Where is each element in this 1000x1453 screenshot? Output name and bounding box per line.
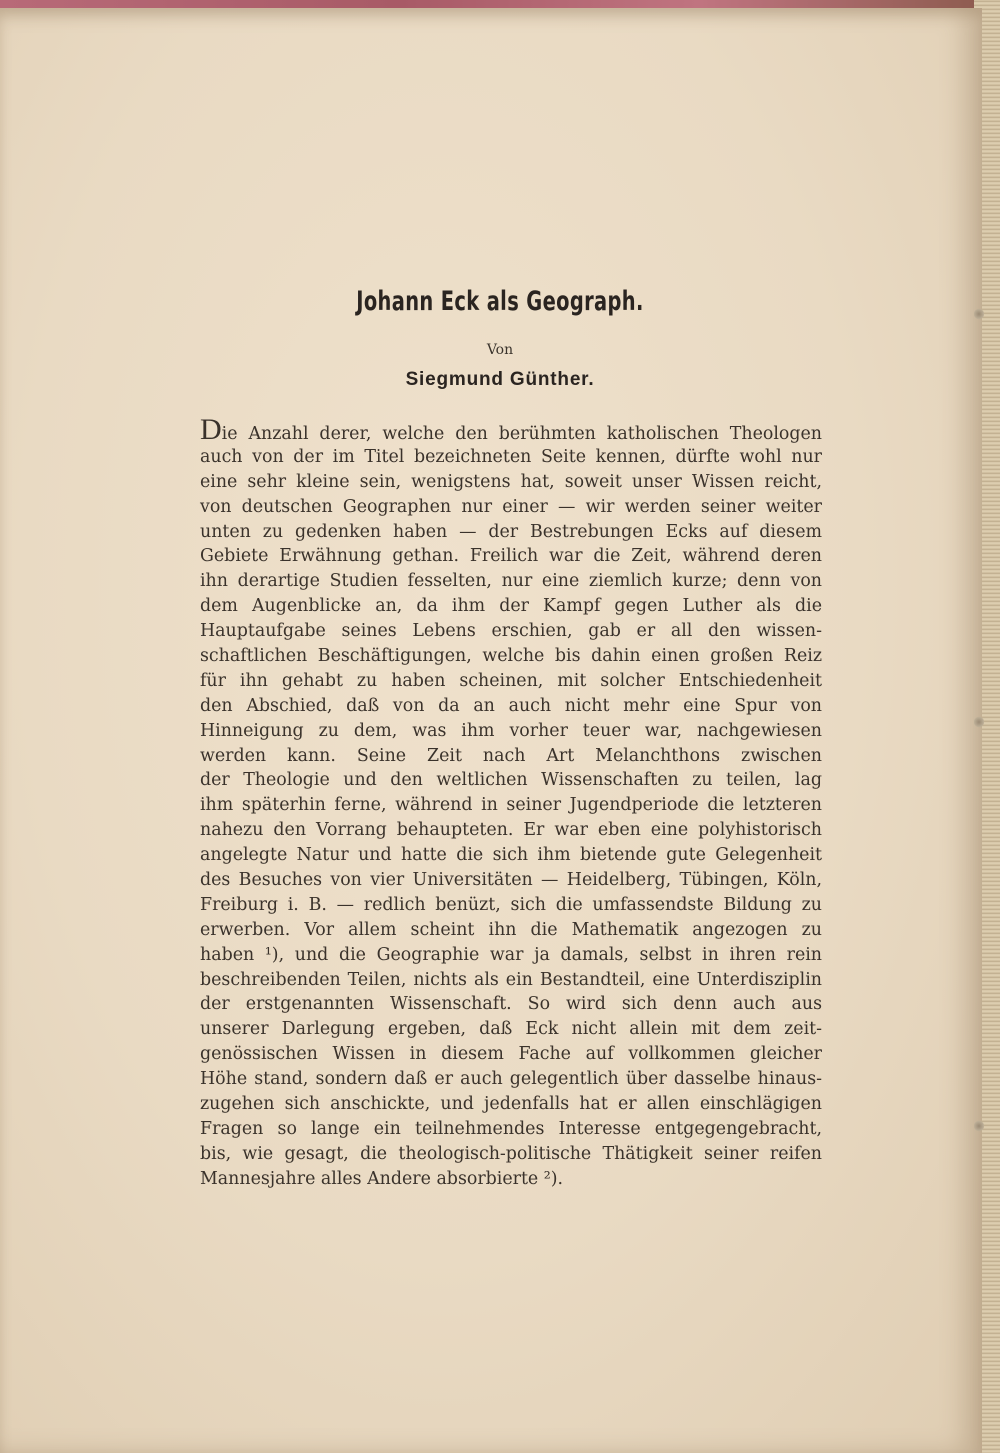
text-line: Hinneigung zu dem, was ihm vorher teuer war, nachgewiesen: [200, 720, 822, 741]
text-line: nahezu den Vorrang behaupteten. Er war eben eine polyhistorisch: [200, 820, 822, 841]
text-line: des Besuches von vier Universitäten — Heidelberg, Tübingen, Köln,: [200, 870, 822, 891]
text-line: den Abschied, daß von da an auch nicht mehr eine Spur von: [200, 695, 822, 716]
text-line: unserer Darlegung ergeben, daß Eck nicht allein mit dem zeit-: [200, 1019, 822, 1040]
text-line: der Theologie und den weltlichen Wissenschaften zu teilen, lag: [200, 770, 822, 791]
text-line: unten zu gedenken haben — der Bestrebungen Ecks auf diesem: [200, 521, 822, 542]
author-name: Siegmund Günther.: [405, 369, 595, 390]
text-line: werden kann. Seine Zeit nach Art Melanchthons zwischen: [200, 745, 822, 766]
text-line: Fragen so lange ein teilnehmendes Interesse entgegengebracht,: [200, 1118, 822, 1139]
text-line: beschreibenden Teilen, nichts als ein Bestandteil, eine Unterdisziplin: [200, 969, 822, 990]
text-line: ihm späterhin ferne, während in seiner Jugendperiode die letzteren: [200, 795, 822, 816]
page-edge-mark: [974, 1120, 984, 1132]
text-line: für ihn gehabt zu haben scheinen, mit solcher Entschiedenheit: [200, 670, 822, 691]
article-body: [200, 413, 822, 1192]
text-line: Höhe stand, sondern daß er auch gelegentlich über dasselbe hinaus-: [200, 1069, 822, 1090]
text-line: zugehen sich anschickte, und jedenfalls hat er allen einschlägigen: [200, 1094, 822, 1115]
article-title: Johann Eck als Geograph.: [356, 286, 644, 317]
text-line: ihn derartige Studien fesselten, nur eine ziemlich kurze; denn von: [200, 571, 822, 592]
text-line: Gebiete Erwähnung gethan. Freilich war die Zeit, während deren: [200, 546, 822, 567]
text-line: eine sehr kleine sein, wenigstens hat, soweit unser Wissen reicht,: [200, 471, 822, 492]
text-line: haben ¹), und die Geographie war ja damals, selbst in ihren rein: [200, 944, 822, 965]
text-line: Hauptaufgabe seines Lebens erschien, gab er all den wissen-: [200, 621, 822, 642]
text-line: auch von der im Titel bezeichneten Seite kennen, dürfte wohl nur: [200, 446, 822, 467]
text-line: von deutschen Geographen nur einer — wir werden seiner weiter: [200, 496, 822, 517]
text-line: erwerben. Vor allem scheint ihn die Mathematik angezogen zu: [200, 919, 822, 940]
text-line: Freiburg i. B. — redlich benüzt, sich die umfassendste Bildung zu: [200, 894, 822, 915]
page-edge-mark: [974, 308, 984, 320]
text-line: genössischen Wissen in diesem Fache auf vollkommen gleicher: [200, 1044, 822, 1065]
page-edge-mark: [974, 716, 984, 728]
text-line: bis, wie gesagt, die theologisch-politische Thätigkeit seiner reifen: [200, 1143, 822, 1164]
text-line: Mannesjahre alles Andere absorbierte ²).: [200, 1168, 564, 1189]
byline-von: Von: [486, 342, 514, 358]
text-line: dem Augenblicke an, da ihm der Kampf gegen Luther als die: [200, 596, 822, 617]
text-line: angelegte Natur und hatte die sich ihm bietende gute Gelegenheit: [200, 845, 822, 866]
text-line: Die Anzahl derer, welche den berühmten katholischen Theologen: [200, 413, 822, 446]
drop-cap: D: [200, 413, 222, 446]
text-line: schaftlichen Beschäftigungen, welche bis dahin einen großen Reiz: [200, 646, 822, 667]
text-line: der erstgenannten Wissenschaft. So wird sich denn auch aus: [200, 994, 822, 1015]
